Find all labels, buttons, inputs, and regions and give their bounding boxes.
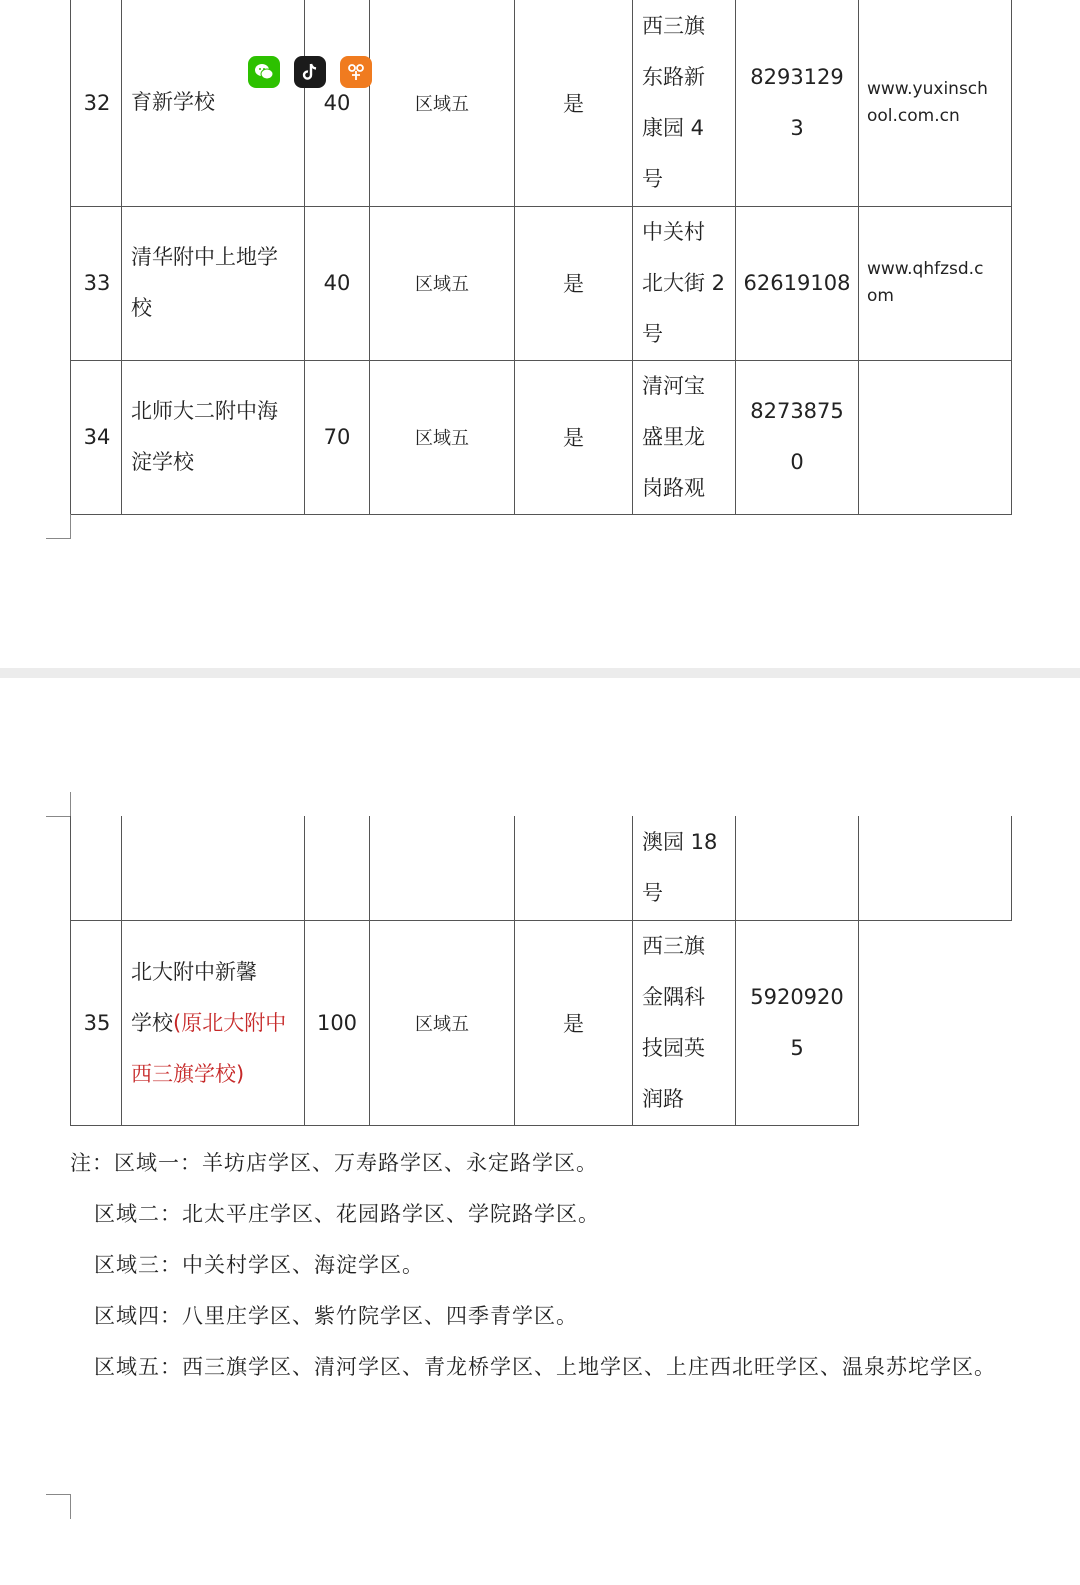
school-table-row-35 — [70, 920, 859, 1126]
page-corner-mark — [46, 514, 71, 539]
wechat-icon[interactable] — [248, 56, 280, 88]
area-cell: 区域五 — [370, 360, 515, 514]
website-cell: www.yuxinsch ool.com.cn — [859, 0, 1012, 206]
address-cell: 西三旗 金隅科 技园英 润路 — [633, 921, 736, 1126]
region-notes — [70, 1138, 996, 1393]
document-page-2 — [0, 678, 1080, 1585]
row-number: 34 — [71, 360, 122, 514]
page-separator — [0, 668, 1080, 678]
phone-cell: 62619108 — [736, 206, 859, 360]
school-table-continuation — [70, 816, 1012, 921]
row-number: 32 — [71, 0, 122, 206]
table-row — [71, 206, 1012, 360]
capacity-cell: 40 — [305, 0, 370, 206]
table-row — [71, 921, 859, 1126]
note-line: 区域四：八里庄学区、紫竹院学区、四季青学区。 — [94, 1304, 578, 1328]
page-corner-mark — [46, 792, 71, 817]
phone-cell: 5920920 5 — [736, 921, 859, 1126]
website-cell: www.qhfzsd.c om — [859, 206, 1012, 360]
boarding-cell: 是 — [515, 360, 633, 514]
table-row — [71, 816, 1012, 920]
document-page-1 — [0, 0, 1080, 668]
area-cell: 区域五 — [370, 921, 515, 1126]
area-cell: 区域五 — [370, 0, 515, 206]
address-cell: 中关村 北大街 2 号 — [633, 206, 736, 360]
fruit-app-icon[interactable] — [340, 56, 372, 88]
capacity-cell: 100 — [305, 921, 370, 1126]
boarding-cell: 是 — [515, 0, 633, 206]
row-number: 35 — [71, 921, 122, 1126]
page-corner-mark — [46, 1494, 71, 1519]
capacity-cell: 40 — [305, 206, 370, 360]
capacity-cell: 70 — [305, 360, 370, 514]
school-name-cell: 育新学校 — [122, 0, 305, 206]
table-row — [71, 360, 1012, 514]
note-line: 区域三：中关村学区、海淀学区。 — [94, 1253, 424, 1277]
area-cell: 区域五 — [370, 206, 515, 360]
address-cell: 澳园 18 号 — [633, 816, 736, 920]
address-cell: 西三旗 东路新 康园 4 号 — [633, 0, 736, 206]
app-icons-overlay — [248, 56, 372, 90]
note-line: 注：区域一：羊坊店学区、万寿路学区、永定路学区。 — [70, 1151, 598, 1175]
row-number: 33 — [71, 206, 122, 360]
tiktok-icon[interactable] — [294, 56, 326, 88]
school-name-cell: 北大附中新馨 学校(原北大附中 西三旗学校) — [122, 921, 305, 1126]
boarding-cell: 是 — [515, 206, 633, 360]
website-cell — [859, 360, 1012, 514]
note-line: 区域五：西三旗学区、清河学区、青龙桥学区、上地学区、上庄西北旺学区、温泉苏坨学区。 — [94, 1355, 996, 1379]
note-line: 区域二：北太平庄学区、花园路学区、学院路学区。 — [94, 1202, 600, 1226]
school-name-cell: 北师大二附中海 淀学校 — [122, 360, 305, 514]
school-name-cell: 清华附中上地学 校 — [122, 206, 305, 360]
school-table-top — [70, 0, 1012, 515]
boarding-cell: 是 — [515, 921, 633, 1126]
table-row — [71, 0, 1012, 206]
phone-cell: 8293129 3 — [736, 0, 859, 206]
phone-cell: 8273875 0 — [736, 360, 859, 514]
address-cell: 清河宝 盛里龙 岗路观 — [633, 360, 736, 514]
